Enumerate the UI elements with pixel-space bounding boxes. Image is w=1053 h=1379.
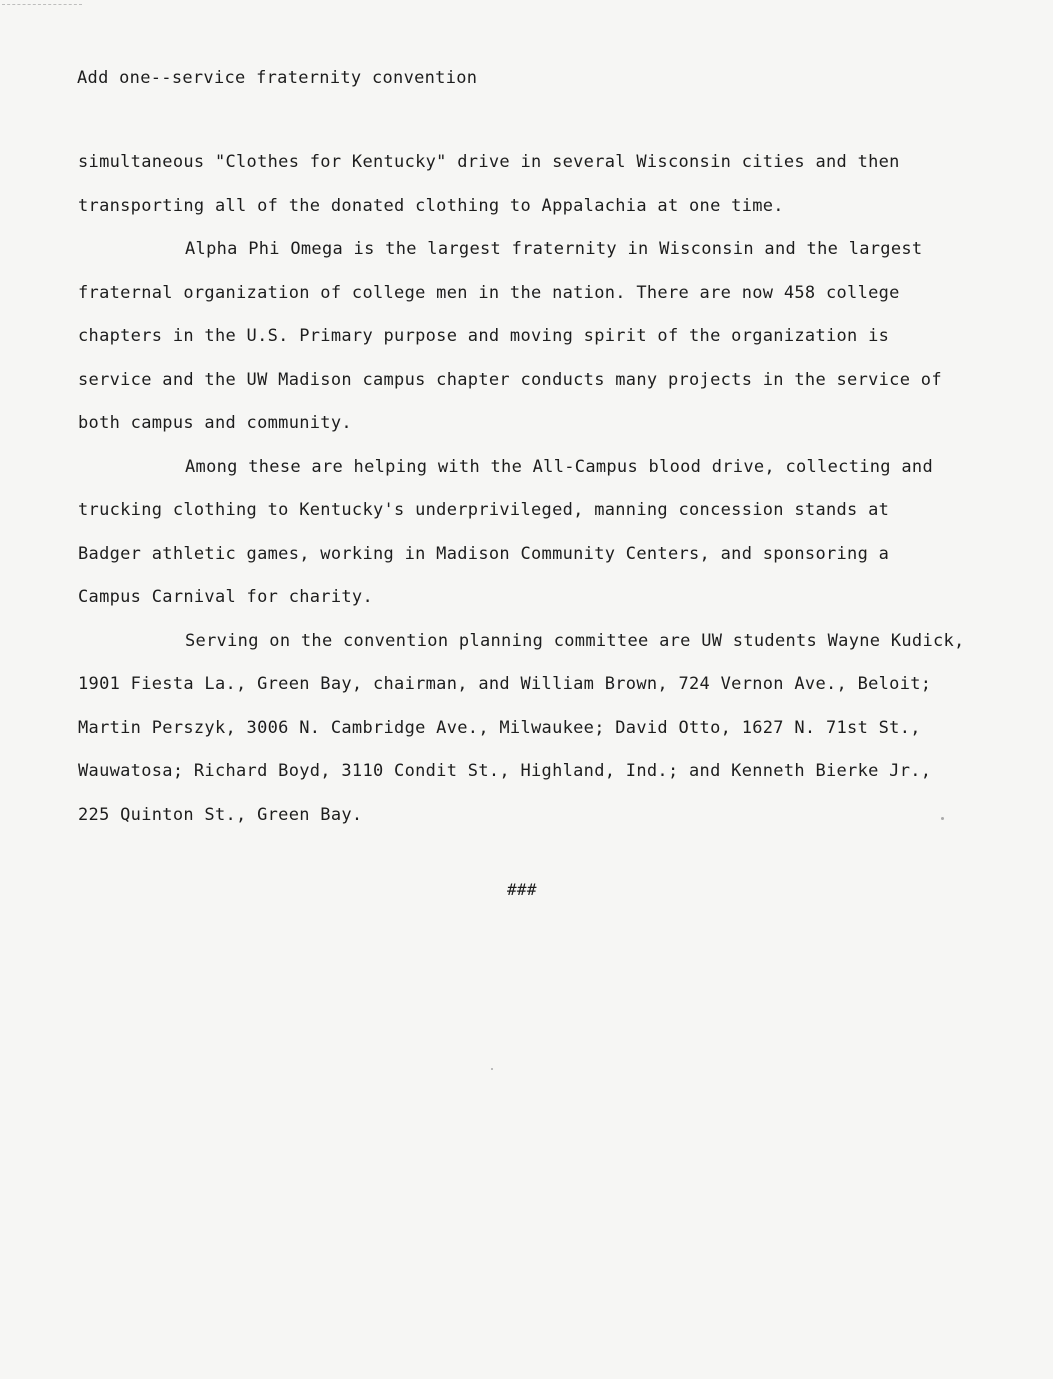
text-line: 1901 Fiesta La., Green Bay, chairman, and William Brown, 724 Vernon Ave., Beloit; [78, 674, 932, 694]
text-line: Martin Perszyk, 3006 N. Cambridge Ave., Milwaukee; David Otto, 1627 N. 71st St., [78, 717, 921, 738]
text-line: Alpha Phi Omega is the largest fraternity in Wisconsin and the largest [185, 239, 923, 259]
text-line: transporting all of the donated clothing to Appalachia at one time. [78, 195, 784, 216]
text-line: both campus and community. [78, 413, 352, 433]
text-line: Serving on the convention planning committee are UW students Wayne Kudick, [185, 630, 965, 651]
paper-speck [491, 1068, 493, 1070]
text-line: 225 Quinton St., Green Bay. [78, 804, 363, 825]
text-line: Wauwatosa; Richard Boyd, 3110 Condit St., Highland, Ind.; and Kenneth Bierke Jr., [78, 761, 932, 781]
paragraph [78, 237, 963, 455]
article-body [78, 150, 963, 846]
text-line: simultaneous "Clothes for Kentucky" drive in several Wisconsin cities and then [78, 152, 900, 172]
paper-speck [941, 817, 944, 820]
text-line: service and the UW Madison campus chapter conducts many projects in the service of [78, 369, 942, 390]
page-header: Add one--service fraternity convention [77, 68, 478, 88]
text-line: fraternal organization of college men in the nation. There are now 458 college [78, 282, 900, 303]
paragraph [78, 150, 963, 237]
end-mark: ### [507, 880, 537, 899]
text-line: Badger athletic games, working in Madison Community Centers, and sponsoring a [78, 543, 890, 564]
text-line: chapters in the U.S. Primary purpose and moving spirit of the organization is [78, 326, 890, 346]
scan-mark [2, 4, 82, 13]
text-line: trucking clothing to Kentucky's underprivileged, manning concession stands at [78, 500, 890, 520]
paragraph [78, 629, 963, 847]
paragraph [78, 455, 963, 629]
text-line: Among these are helping with the All-Campus blood drive, collecting and [185, 456, 933, 477]
text-line: Campus Carnival for charity. [78, 587, 373, 607]
